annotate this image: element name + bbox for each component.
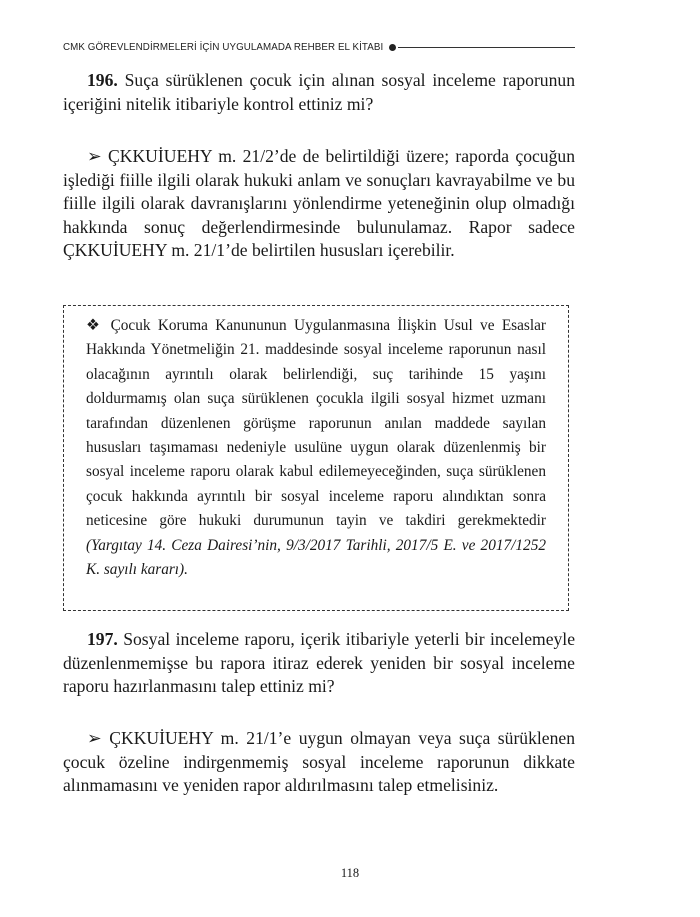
header-title: CMK GÖREVLENDİRMELERİ İÇİN UYGULAMADA REHBER EL KİTABI	[63, 41, 384, 53]
answer-196	[63, 145, 575, 263]
arrow-bullet-icon: ➢	[87, 146, 102, 166]
header-rule	[398, 47, 575, 48]
answer-text: ÇKKUİUEHY m. 21/2’de de belirtildiği üzere; raporda çocuğun işlediği fiille ilgili olarak hukuki anlam ve sonuçları kavrayabilme ve bu fiille ilgili olarak davranışlarını yönlendirme yeteneğinin olup olmadığı hakkında sonuç değerlendirmesinde bulunulamaz. Rapor sadece ÇKKUİUEHY m. 21/1’de belirtilen hususları içerebilir.	[63, 146, 575, 261]
court-decision-box	[63, 305, 569, 611]
question-text: Suça sürüklenen çocuk için alınan sosyal inceleme raporunun içeriğini nitelik itibariyle kontrol ettiniz mi?	[63, 70, 575, 114]
question-196	[63, 69, 575, 116]
question-number: 197.	[87, 629, 118, 649]
answer-197	[63, 727, 575, 798]
diamond-bullet-icon: ❖	[86, 317, 104, 334]
header-bullet-dot	[389, 44, 396, 51]
running-header	[63, 37, 575, 57]
court-decision-text	[86, 314, 546, 582]
page-number: 118	[340, 866, 360, 880]
question-number: 196.	[87, 70, 118, 90]
decision-reference: (Yargıtay 14. Ceza Dairesi’nin, 9/3/2017 Tarihli, 2017/5 E. ve 2017/1252 K. sayılı kararı).	[86, 536, 546, 579]
question-197	[63, 628, 575, 699]
question-text: Sosyal inceleme raporu, içerik itibariyle yeterli bir incelemeyle düzenlenmemişse bu rapora itiraz ederek yeniden bir sosyal inceleme raporu hazırlanmasını talep ettiniz mi?	[63, 629, 575, 697]
decision-body: Çocuk Koruma Kanununun Uygulanmasına İlişkin Usul ve Esaslar Hakkında Yönetmeliğin 21. maddesinde sosyal inceleme raporunun nasıl olacağının ayrıntılı olarak belirlendiği, suç tarihinde 15 yaşını doldurmamış olan suça sürüklenen çocukla ilgili sosyal hizmet uzmanı tarafından düzenlenen görüşme raporunun anılan maddede sayılan hususları taşımaması nedeniyle usulüne uygun olarak düzenlenmiş bir sosyal inceleme raporu olarak kabul edilemeyeceğinden, suça sürüklenen çocuk hakkında ayrıntılı bir sosyal inceleme raporu alındıktan sonra neticesine göre hukuki durumunun tayin ve takdiri gerekmektedir	[86, 317, 546, 530]
arrow-bullet-icon: ➢	[87, 728, 102, 748]
answer-text: ÇKKUİUEHY m. 21/1’e uygun olmayan veya suça sürüklenen çocuk özeline indirgenmemiş sosyal inceleme raporunun dikkate alınmamasını ve yeniden rapor aldırılmasını talep etmelisiniz.	[63, 728, 575, 796]
